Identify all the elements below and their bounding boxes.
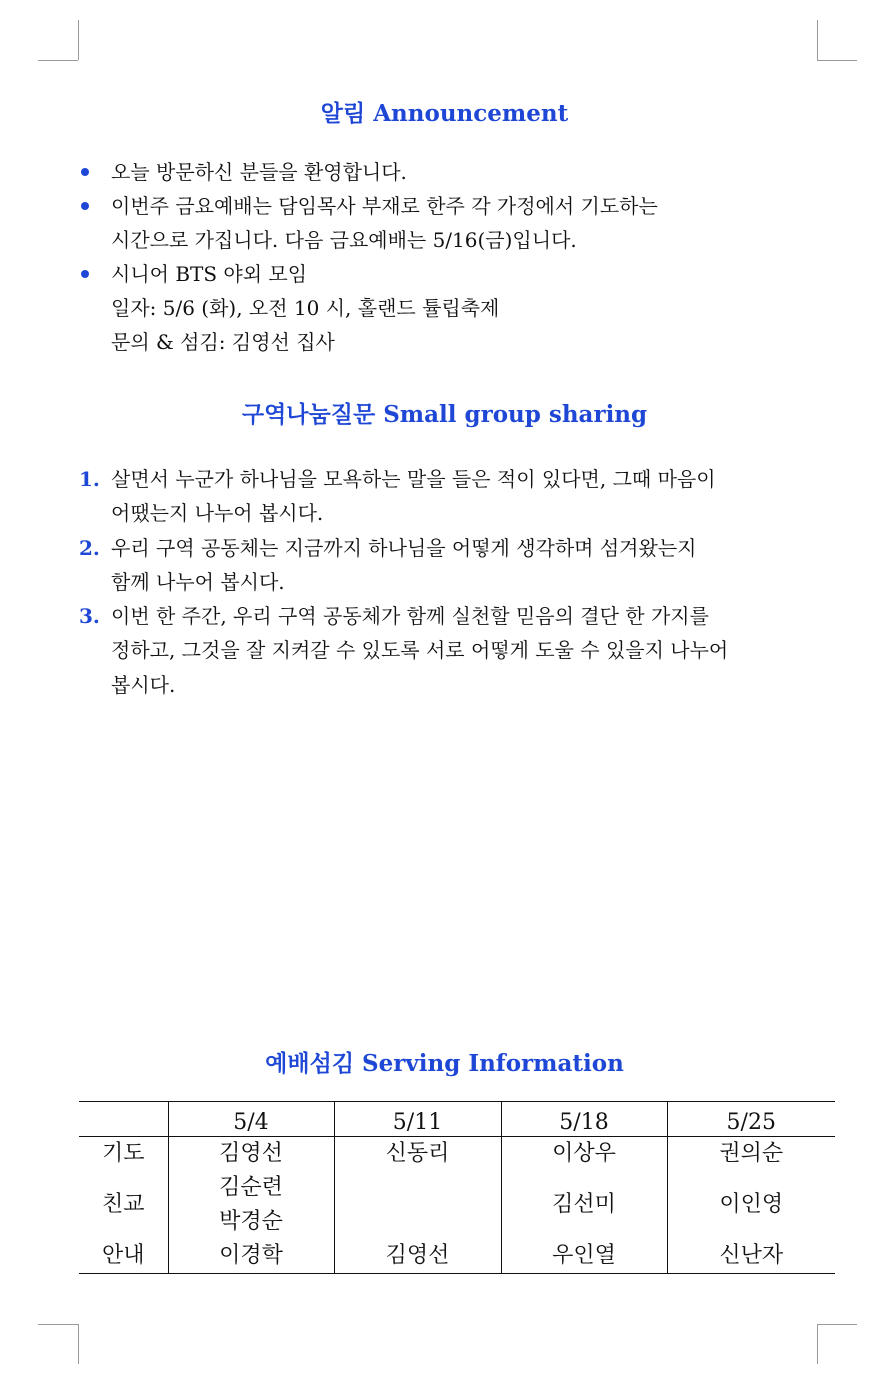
server-name: 김영선 <box>219 1141 283 1166</box>
announcement-text: 일자: 5/6 (화), 오전 10 시, 홀랜드 튤립축제 <box>111 296 500 320</box>
date-header: 5/25 <box>667 1102 835 1137</box>
date-header: 5/18 <box>501 1102 667 1137</box>
question-list <box>79 462 839 702</box>
question-text: 정하고, 그것을 잘 지켜갈 수 있도록 서로 어떻게 도울 수 있을지 나누어 <box>111 638 729 663</box>
serving-row <box>79 1239 835 1274</box>
server-name: 김선미 <box>552 1192 616 1217</box>
announcement-text: 오늘 방문하신 분들을 환영합니다. <box>111 160 407 184</box>
server-name: 박경순 <box>219 1209 283 1234</box>
announcement-item <box>79 257 839 359</box>
question-text: 이번 한 주간, 우리 구역 공동체가 함께 실천할 믿음의 결단 한 가지를 <box>111 604 709 629</box>
crop-mark-bottom-right-vertical <box>817 1324 818 1364</box>
serving-title: 예배섬김 Serving Information <box>265 1050 624 1077</box>
announcement-text: 시니어 BTS 야외 모임 <box>111 262 308 286</box>
serving-cell-empty <box>334 1171 501 1239</box>
crop-mark-top-right-vertical <box>817 20 818 60</box>
crop-mark-top-left-horizontal <box>38 60 78 61</box>
question-text: 우리 구역 공동체는 지금까지 하나님을 어떻게 생각하며 섬겨왔는지 <box>111 535 697 560</box>
serving-cell <box>501 1239 667 1274</box>
small-group-title: 구역나눔질문 Small group sharing <box>241 401 648 428</box>
serving-cell <box>168 1137 334 1172</box>
date-header: 5/11 <box>334 1102 501 1137</box>
serving-table <box>79 1101 835 1274</box>
serving-cell <box>667 1137 835 1172</box>
serving-row <box>79 1137 835 1172</box>
serving-header-row <box>79 1102 835 1137</box>
question-text: 살면서 누군가 하나님을 모욕하는 말을 들은 적이 있다면, 그때 마음이 <box>111 467 716 491</box>
crop-mark-top-left-vertical <box>78 20 79 60</box>
serving-cell <box>168 1239 334 1274</box>
crop-mark-bottom-left-vertical <box>78 1324 79 1364</box>
server-name: 신난자 <box>719 1243 784 1268</box>
server-name: 김순련 <box>219 1175 283 1200</box>
serving-cell <box>334 1239 501 1274</box>
role-header <box>79 1102 168 1137</box>
server-name: 김영선 <box>385 1243 450 1268</box>
announcement-text: 문의 & 섬김: 김영선 집사 <box>111 330 335 354</box>
question-item <box>79 462 839 531</box>
question-item <box>79 531 839 600</box>
server-name: 이경학 <box>219 1243 283 1268</box>
server-name: 권의순 <box>719 1141 784 1166</box>
server-name: 우인열 <box>552 1243 616 1268</box>
question-number: 3. <box>79 604 100 629</box>
server-name: 신동리 <box>385 1141 450 1166</box>
question-text: 함께 나누어 봅시다. <box>111 569 285 594</box>
role-label: 친교 <box>79 1171 168 1239</box>
serving-cell <box>334 1137 501 1172</box>
question-number: 2. <box>79 535 100 560</box>
bullet-icon <box>81 168 89 176</box>
bullet-icon <box>81 270 89 278</box>
role-label: 안내 <box>79 1239 168 1274</box>
announcement-item <box>79 189 839 257</box>
announcement-text: 이번주 금요예배는 담임목사 부재로 한주 각 가정에서 기도하는 <box>111 194 658 218</box>
serving-cell <box>667 1239 835 1274</box>
announcement-title: 알림 Announcement <box>320 100 569 127</box>
crop-mark-bottom-right-horizontal <box>817 1324 857 1325</box>
announcement-list <box>79 155 839 359</box>
serving-cell <box>501 1137 667 1172</box>
date-header: 5/4 <box>168 1102 334 1137</box>
crop-mark-bottom-left-horizontal <box>38 1324 78 1325</box>
serving-cell <box>501 1171 667 1239</box>
question-text: 봅시다. <box>111 672 176 697</box>
question-number: 1. <box>79 467 100 491</box>
role-label: 기도 <box>79 1137 168 1172</box>
serving-row <box>79 1171 835 1239</box>
serving-cell <box>168 1171 334 1239</box>
question-item <box>79 599 839 702</box>
serving-cell <box>667 1171 835 1239</box>
announcement-text: 시간으로 가집니다. 다음 금요예배는 5/16(금)입니다. <box>111 228 577 252</box>
question-text: 어땠는지 나누어 봅시다. <box>111 501 324 526</box>
crop-mark-top-right-horizontal <box>817 60 857 61</box>
bullet-icon <box>81 202 89 210</box>
server-name: 이인영 <box>719 1192 784 1217</box>
server-name: 이상우 <box>552 1141 616 1166</box>
announcement-item <box>79 155 839 189</box>
